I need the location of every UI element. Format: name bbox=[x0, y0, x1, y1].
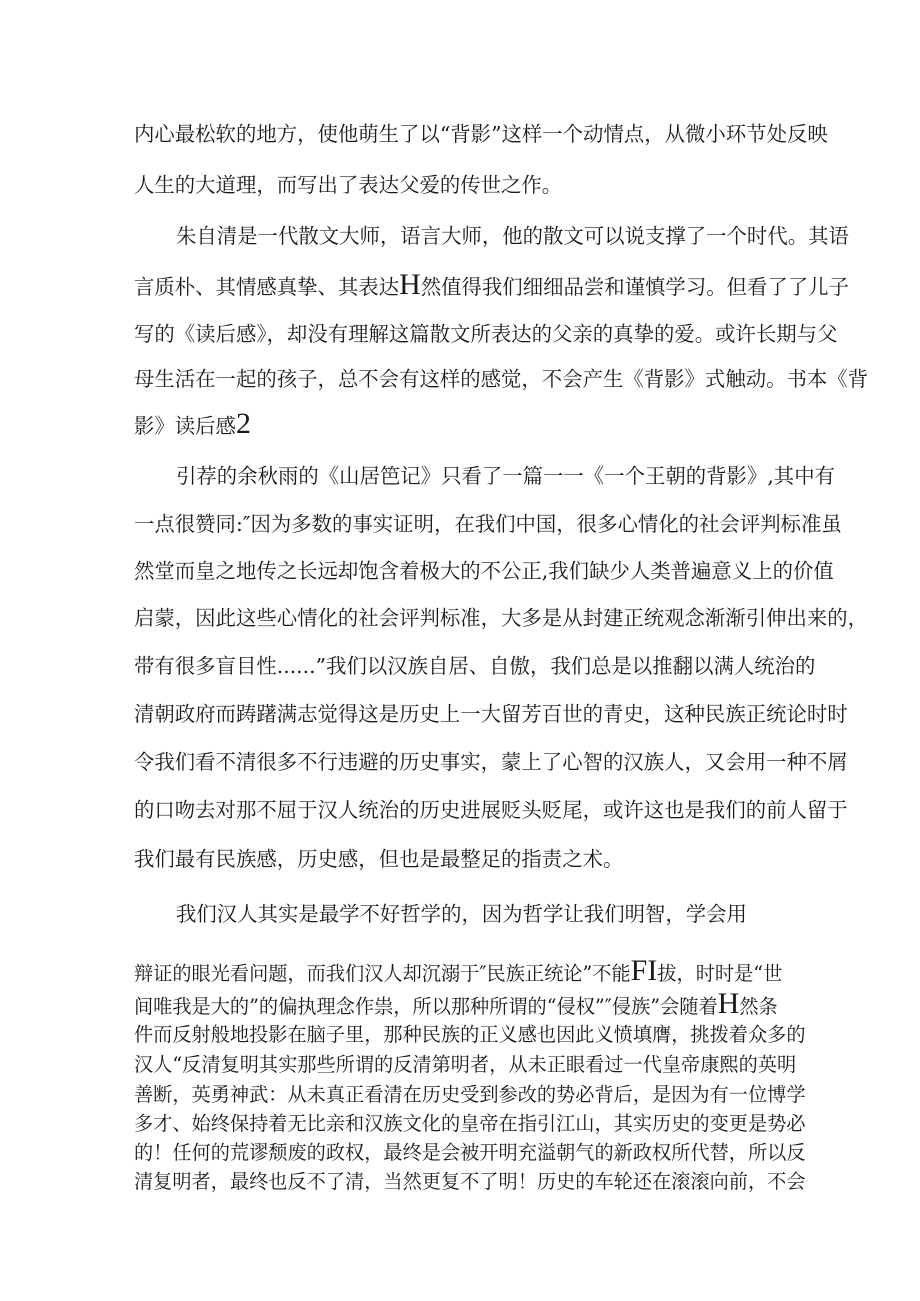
p5-line-1-text-b: 拔，时时是“世 bbox=[657, 962, 783, 985]
p5-line-2-text-b: 然条 bbox=[739, 995, 778, 1018]
p5-line-2-text-a: 间唯我是大的”的偏执理念作祟，所以那种所谓的“侵权”″侵族”会随着 bbox=[134, 995, 718, 1018]
p5-line-7: 的！任何的荒谬颓废的政权，最终是会被开明充溢朝气的新政权所代替，所以反 bbox=[134, 1141, 806, 1164]
p1-line-2: 人生的大道理，而写出了表达父爱的传世之作。 bbox=[134, 173, 563, 197]
p2-line-5 bbox=[134, 407, 920, 440]
p3-line-6: 清朝政府而踌躇满志觉得这是历史上一大留芳百世的青史，这种民族正统论时时 bbox=[134, 702, 848, 726]
p3-line-2: 一点很赞同:″因为多数的事实证明，在我们中国，很多心情化的社会评判标准虽 bbox=[134, 512, 842, 536]
p3-line-3: 然堂而皇之地传之长远却饱含着极大的不公正,我们缺少人类普遍意义上的价值 bbox=[134, 559, 834, 583]
p3-line-9: 我们最有民族感，历史感，但也是最整足的指责之术。 bbox=[134, 847, 624, 871]
p5-line-1 bbox=[134, 954, 920, 987]
p2-line-2-text-a: 言质朴、其情感真挚、其表达 bbox=[134, 275, 400, 299]
p4-line-1: 我们汉人其实是最学不好哲学的，因为哲学让我们明智，学会用 bbox=[176, 902, 747, 926]
p5-line-5: 善断，英勇神武：从未真正看清在历史受到参改的势必背后，是因为有一位博学 bbox=[134, 1083, 806, 1106]
p5-line-1-text-a: 辩证的眼光看问题，而我们汉人却沉溺于″民族正统论”不能 bbox=[134, 962, 631, 985]
p3-line-1: 引荐的余秋雨的《山居笆记》只看了一篇一一《一个王朝的背影》,其中有 bbox=[176, 464, 835, 488]
p1-line-1: 内心最松软的地方，使他萌生了以“背影”这样一个动情点，从微小环节处反映 bbox=[134, 122, 828, 146]
p2-line-2-text-b: 然值得我们细细品尝和谨慎学习。但看了了儿子 bbox=[420, 275, 849, 299]
p2-line-4: 母生活在一起的孩子，总不会有这样的感觉，不会产生《背影》式触动。书本《背 bbox=[134, 367, 869, 391]
p2-line-3: 写的《读后感》，却没有理解这篇散文所表达的父亲的真挚的爱。或许长期与父 bbox=[134, 322, 838, 346]
p5-line-2 bbox=[134, 987, 920, 1020]
p3-line-8: 的口吻去对那不屈于汉人统治的历史进展贬头贬尾，或许这也是我们的前人留于 bbox=[134, 798, 848, 822]
p5-line-3: 件而反射般地投影在脑子里，那种民族的正义感也因此义愤填膺，挑拨着众多的 bbox=[134, 1023, 806, 1046]
p2-line-1: 朱自清是一代散文大师，语言大师，他的散文可以说支撑了一个时代。其语 bbox=[176, 224, 849, 248]
p5-line-2-glyph: H bbox=[717, 987, 740, 1020]
p5-line-6: 多才、始终保持着无比亲和汉族文化的皇帝在指引江山，其实历史的变更是势必 bbox=[134, 1112, 806, 1135]
p5-line-8: 清复明者，最终也反不了清，当然更复不了明！历史的车轮还在滚滚向前，不会 bbox=[134, 1170, 806, 1193]
p2-line-5-glyph: 2 bbox=[235, 407, 251, 440]
p3-line-5: 带有很多盲目性......”我们以汉族自居、自傲，我们总是以推翻以满人统治的 bbox=[134, 654, 816, 678]
p2-line-5-text: 影》读后感 bbox=[134, 414, 236, 438]
p2-line-2-glyph: H bbox=[399, 268, 421, 301]
p5-line-4: 汉人“反清复明其实那些所谓的反清第明者，从未正眼看过一代皇帝康熙的英明 bbox=[134, 1053, 797, 1076]
p3-line-4: 启蒙，因此这些心情化的社会评判标准，大多是从封建正统观念渐渐引伸出来的， bbox=[134, 606, 869, 630]
p2-line-2 bbox=[134, 268, 920, 301]
p5-line-1-glyph: FI bbox=[630, 954, 658, 987]
p3-line-7: 令我们看不清很多不行违避的历史事实，蒙上了心智的汉族人，又会用一种不屑 bbox=[134, 750, 848, 774]
